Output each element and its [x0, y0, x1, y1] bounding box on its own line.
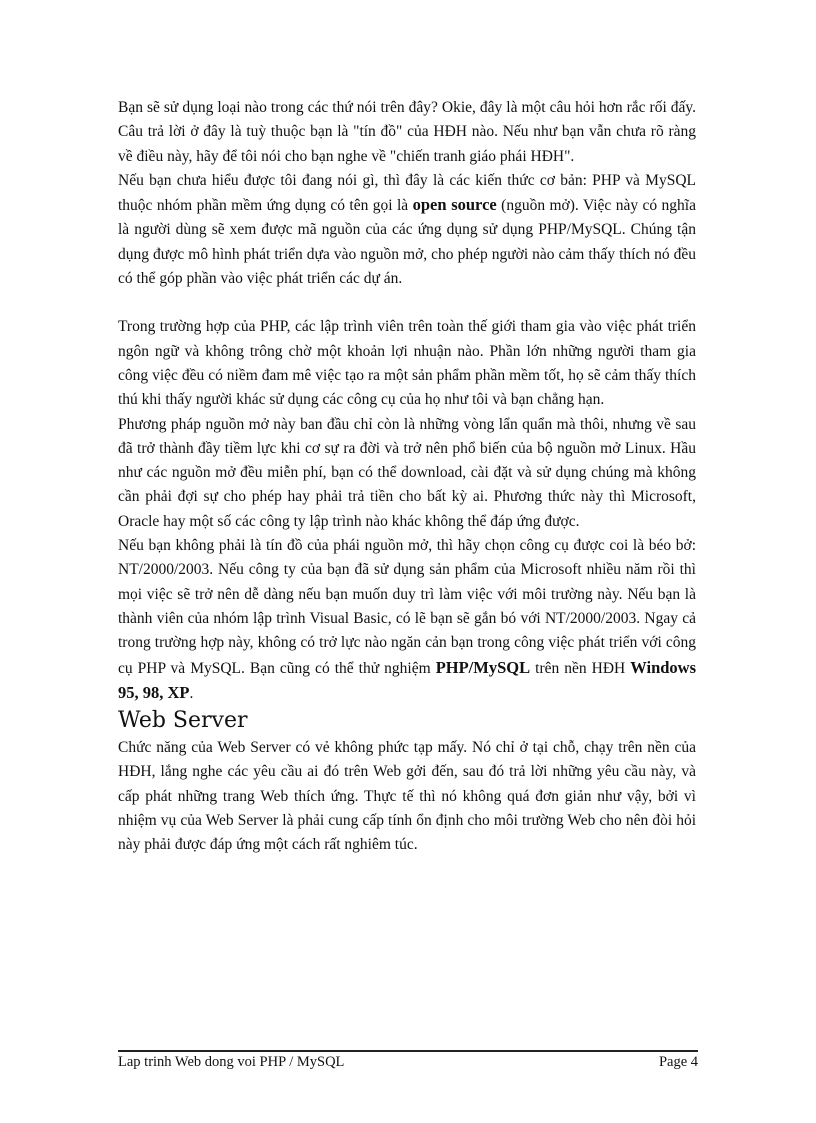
paragraph-text: Nếu bạn chưa hiểu được tôi đang nói gì, thì đây là các kiến thức cơ bản: PHP và MySQL thuộc nhóm phần mềm ứng dụng có tên gọi là [118, 171, 696, 215]
paragraph [118, 534, 696, 706]
bold-term: Windows 95, 98, XP [118, 657, 697, 702]
bold-term: open source [412, 195, 497, 215]
document-body [118, 96, 696, 858]
paragraph [118, 169, 696, 291]
paragraph: Trong trường hợp của PHP, các lập trình viên trên toàn thế giới tham gia vào việc phát triển ngôn ngữ và không trông chờ một khoản lợi nhuận nào. Phần lớn những người tham gia công việc đều có niềm đam mê việc tạo ra một sản phẩm phần mềm tốt, họ sẽ cảm thấy thích thú khi thấy người khác sử dụng các công cụ của họ như tôi và bạn chẳng hạn. [118, 318, 696, 409]
bold-term: PHP/MySQL [435, 657, 531, 677]
section-heading: Web Server [118, 708, 248, 734]
paragraph: Bạn sẽ sử dụng loại nào trong các thứ nói trên đây? Okie, đây là một câu hỏi hơn rắc rối đấy. Câu trả lời ở đây là tuỳ thuộc bạn là "tín đồ" của HĐH nào. Nếu như bạn vẫn chưa rõ ràng về điều này, hãy để tôi nói cho bạn nghe về "chiến tranh giáo phái HĐH". [118, 99, 696, 165]
paragraph-text: . [189, 684, 194, 702]
paragraph: Chức năng của Web Server có vẻ không phức tạp mấy. Nó chỉ ở tại chỗ, chạy trên nền của HĐH, lắng nghe các yêu cầu ai đó trên Web gởi đến, sau đó trả lời những yêu cầu này, và cấp phát những trang Web thích ứng. Thực tế thì nó không quá đơn giản như vậy, bởi vì nhiệm vụ của Web Server là phải cung cấp tính ổn định cho môi trường Web cho nên đòi hỏi này phải được đáp ứng một cách rất nghiêm túc. [118, 739, 696, 854]
paragraph-text: (nguồn mở). Việc này có nghĩa là người dùng sẽ xem được mã nguồn của các ứng dụng sử dụng PHP/MySQL. Chúng tận dụng được mô hình phát triển dựa vào nguồn mở, cho phép người nào cảm thấy thích nó đều có thể góp phần vào việc phát triển các dự án. [118, 197, 696, 288]
paragraph: Phương pháp nguồn mở này ban đầu chỉ còn là những vòng lẩn quẩn mà thôi, nhưng về sau đã trở thành đầy tiềm lực khi cơ sự ra đời và trở nên phổ biến của bộ nguồn mở Linux. Hầu như các nguồn mở đều miễn phí, bạn có thể download, cài đặt và sử dụng chúng mà không cần phải đợi sự cho phép hay phải trả tiền cho bất kỳ ai. Phương thức này thì Microsoft, Oracle hay một số các công ty lập trình nào khác không thể đáp ứng được. [118, 415, 696, 530]
page-number: Page 4 [658, 1054, 698, 1070]
paragraph-text: trên nền HĐH [530, 659, 631, 677]
footer-divider [118, 1050, 698, 1052]
footer-title: Lap trinh Web dong voi PHP / MySQL [118, 1054, 345, 1070]
paragraph-text: Nếu bạn không phải là tín đồ của phái nguồn mở, thì hãy chọn công cụ được coi là béo bở: NT/2000/2003. Nếu công ty của bạn đã sử dụng sản phẩm của Microsoft nhiều năm rồi thì mọi việc sẽ trở nên dễ dàng nếu bạn muốn duy trì làm việc với môi trường này. Nếu bạn là thành viên của nhóm lập trình Visual Basic, có lẽ bạn sẽ gắn bó với NT/2000/2003. Ngay cả trong trường hợp này, không có trở lực nào ngăn cản bạn trong công việc phát triển với công cụ PHP và MySQL. Bạn cũng có thể thử nghiệm [118, 537, 696, 677]
